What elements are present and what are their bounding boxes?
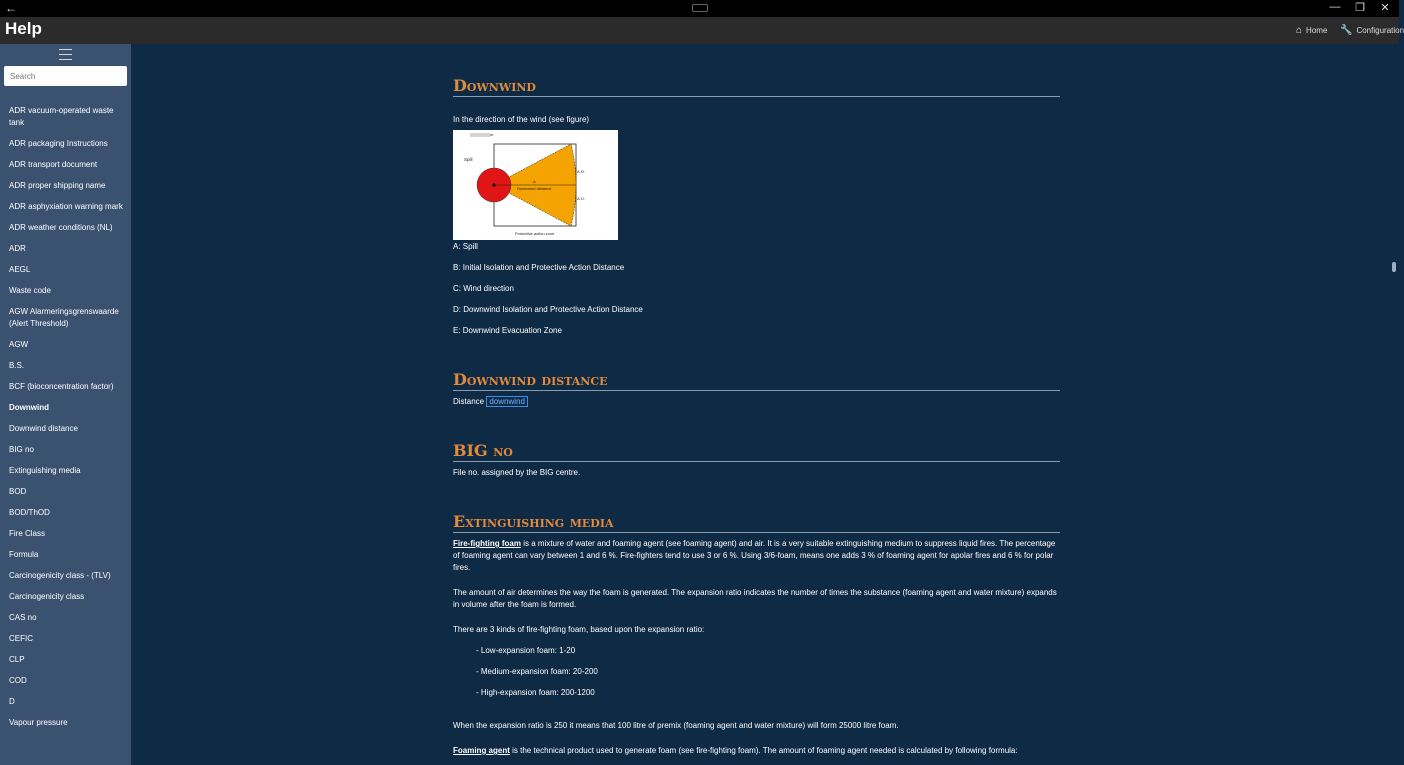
help-content [453, 44, 1060, 757]
sidebar-item[interactable]: Downwind distance [9, 424, 78, 433]
wrench-icon: 🔧 [1340, 25, 1353, 36]
sidebar-item[interactable]: Carcinogenicity class [9, 592, 85, 601]
sidebar-item[interactable]: Formula [9, 550, 39, 559]
downwind-diagram [453, 130, 618, 240]
downwind-intro: In the direction of the wind (see figure) [453, 115, 590, 124]
extinguishing-p1 [453, 538, 1060, 574]
sidebar-item[interactable]: ADR proper shipping name [9, 181, 106, 190]
sidebar-list [9, 105, 125, 738]
back-arrow-icon[interactable]: ← [5, 1, 17, 15]
sidebar-item[interactable]: D [9, 697, 15, 706]
vertical-scrollbar[interactable] [1392, 262, 1396, 272]
sidebar-item[interactable]: AGW [9, 340, 29, 349]
minimize-button[interactable]: — [1329, 1, 1341, 13]
figure-label-ao-bottom: A.O. [577, 196, 586, 201]
sidebar [0, 44, 131, 765]
app-header [0, 17, 1404, 44]
sidebar-item[interactable]: Waste code [9, 286, 51, 295]
downwind-legend-item: D: Downwind Isolation and Protective Action Distance [453, 305, 643, 314]
sidebar-item[interactable]: ADR packaging Instructions [9, 139, 108, 148]
search-input[interactable] [4, 66, 127, 86]
sidebar-item[interactable]: BOD [9, 487, 27, 496]
extinguishing-p5 [453, 745, 1060, 757]
close-button[interactable]: ✕ [1380, 2, 1390, 14]
sidebar-item[interactable]: ADR asphyxiation warning mark [9, 202, 123, 211]
title-bar [0, 0, 1399, 17]
figure-label-downwind: Downwind distance [517, 186, 552, 191]
figure-label-protective: Protective action zone [515, 231, 555, 236]
downwind-legend-item: C: Wind direction [453, 284, 514, 293]
sidebar-item[interactable]: ADR transport document [9, 160, 98, 169]
sidebar-item[interactable]: Fire Class [9, 529, 46, 538]
sidebar-item[interactable]: AGW Alarmeringsgrenswaarde (Alert Threshold) [9, 307, 119, 328]
downwind-items [453, 241, 1060, 337]
figure-label-a: A [533, 179, 536, 184]
restore-button[interactable]: ❐ [1355, 2, 1365, 14]
section-title-downwind-distance: Downwind distance [453, 370, 1060, 391]
extinguishing-p1-text: is a mixture of water and foaming agent (see foaming agent) and air. It is a very suitable extinguishing medium to suppress liquid fires. The percentage of foaming agent can vary between 1 and 6 %. Fire-fighters tend to use 3 or 6 %. Using 3/6-foam, means one adds 3 % of foaming agent for apolar fires and 6 % for polar fires. [453, 539, 1056, 572]
section-title-big-no: BIG no [453, 441, 1060, 462]
sidebar-item[interactable]: BOD/ThOD [9, 508, 50, 517]
home-icon: ⌂ [1296, 25, 1303, 36]
foam-kind-item: - Low-expansion foam: 1-20 [476, 646, 576, 655]
sidebar-item[interactable]: CLP [9, 655, 25, 664]
downwind-legend-item: A: Spill [453, 242, 478, 251]
foam-kind-item: - High-expansion foam: 200-1200 [476, 688, 595, 697]
figure-label-spill: Spill [464, 157, 473, 162]
downwind-link[interactable]: downwind [486, 396, 528, 407]
extinguishing-p2: The amount of air determines the way the foam is generated. The expansion ratio indicates the number of times the substance (foaming agent and water mixture) expands in volume after the foam is formed. [453, 588, 1057, 609]
sidebar-item[interactable]: ADR weather conditions (NL) [9, 223, 113, 232]
home-button[interactable] [1296, 25, 1327, 36]
sidebar-item[interactable]: ADR [9, 244, 26, 253]
sidebar-item[interactable]: Downwind [9, 403, 49, 412]
hamburger-menu-icon[interactable] [59, 49, 72, 64]
sidebar-item[interactable]: CAS no [9, 613, 37, 622]
home-label: Home [1306, 26, 1328, 35]
distance-label: Distance [453, 397, 485, 406]
wind-arrow-icon [470, 134, 493, 136]
configuration-button[interactable] [1340, 25, 1404, 36]
extinguishing-p5-text: is the technical product used to generate foam (see fire-fighting foam). The amount of foaming agent needed is calculated by following formula: [509, 746, 1018, 755]
drag-handle[interactable] [692, 4, 708, 12]
page-title: Help [5, 19, 42, 38]
downwind-legend-item: B: Initial Isolation and Protective Action Distance [453, 263, 625, 272]
downwind-legend-item: E: Downwind Evacuation Zone [453, 326, 562, 335]
sidebar-item[interactable]: Extinguishing media [9, 466, 81, 475]
downwind-distance-text [453, 396, 1060, 408]
sidebar-item[interactable]: Carcinogenicity class - (TLV) [9, 571, 111, 580]
section-title-extinguishing-media: Extinguishing media [453, 512, 1060, 533]
foam-kinds-list [453, 645, 1060, 699]
configuration-label: Configuration [1356, 26, 1404, 35]
sidebar-item[interactable]: CEFIC [9, 634, 33, 643]
downwind-figure [453, 130, 618, 240]
sidebar-item[interactable]: BCF (bioconcentration factor) [9, 382, 114, 391]
sidebar-item[interactable]: ADR vacuum-operated waste tank [9, 106, 114, 127]
sidebar-item[interactable]: Vapour pressure [9, 718, 68, 727]
extinguishing-p4: When the expansion ratio is 250 it means that 100 litre of premix (foaming agent and water mixture) will form 25000 litre foam. [453, 721, 899, 730]
section-title-downwind: Downwind [453, 76, 1060, 97]
figure-label-ao-top: A.O. [577, 169, 586, 174]
fire-fighting-foam-term: Fire-fighting foam [453, 539, 521, 548]
sidebar-item[interactable]: BIG no [9, 445, 34, 454]
sidebar-item[interactable]: AEGL [9, 265, 31, 274]
foaming-agent-term: Foaming agent [453, 746, 510, 755]
sidebar-item[interactable]: COD [9, 676, 27, 685]
sidebar-item[interactable]: B.S. [9, 361, 25, 370]
foam-kind-item: - Medium-expansion foam: 20-200 [476, 667, 598, 676]
extinguishing-p3: There are 3 kinds of fire-fighting foam, based upon the expansion ratio: [453, 625, 705, 634]
big-no-text: File no. assigned by the BIG centre. [453, 468, 581, 477]
main-content [131, 44, 1399, 765]
